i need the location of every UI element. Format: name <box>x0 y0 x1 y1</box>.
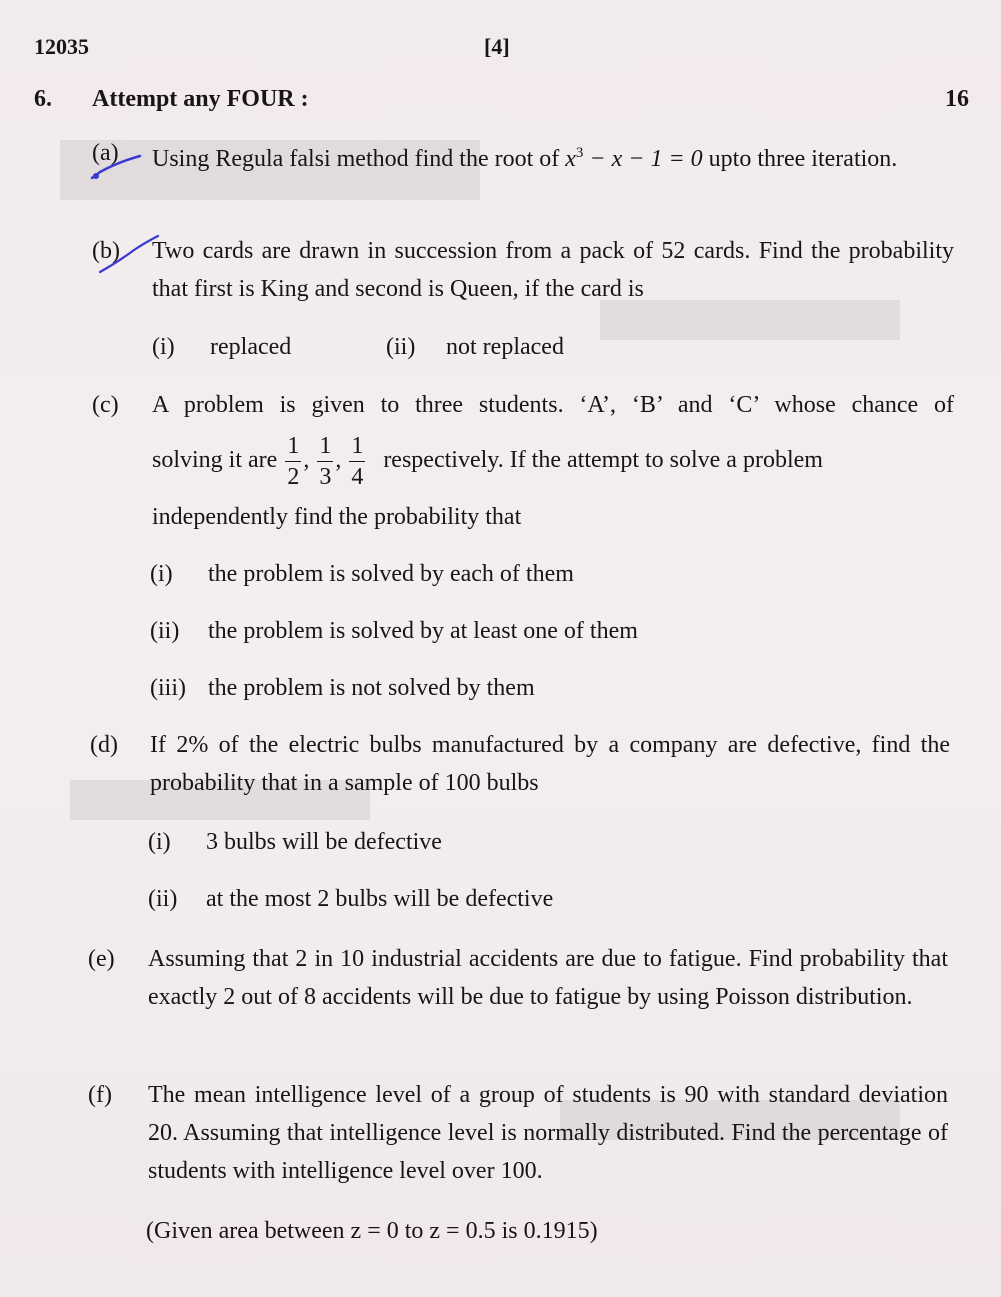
fraction-one-half: $\frac{1}{2}$ <box>287 432 300 490</box>
item-f-text: The mean intelligence level of a group of students is 90 with standard deviation 20. Assuming that intelligence level is normally distributed. Find the percentage of students with intelligence level over 100. <box>148 1082 948 1184</box>
item-a-pre: Using Regula falsi method find the root of <box>152 146 566 172</box>
item-d-sub-ii-label: (ii) <box>148 886 178 912</box>
item-c-sub-i-text: the problem is solved by each of them <box>208 561 574 587</box>
item-c-sub-ii-text: the problem is solved by at least one of them <box>208 618 638 644</box>
item-d-text: If 2% of the electric bulbs manufactured by a company are defective, find the probability that in a sample of 100 bulbs <box>150 732 950 796</box>
item-d-label: (d) <box>90 732 118 758</box>
item-d-sub-ii-text: at the most 2 bulbs will be defective <box>206 886 554 912</box>
item-b-sub-i-label: (i) <box>152 334 175 360</box>
item-a-post: upto three iteration. <box>702 146 898 172</box>
item-b-sub-ii <box>386 330 564 364</box>
page-number: [4] <box>484 34 510 59</box>
item-b-label: (b) <box>92 238 120 264</box>
item-c-sub-ii <box>150 614 638 648</box>
item-e-text: Assuming that 2 in 10 industrial accidents are due to fatigue. Find probability that exactly 2 out of 8 accidents will be due to fatigue by using Poisson distribution. <box>148 946 948 1010</box>
item-c-line2-post: respectively. If the attempt to solve a problem <box>383 447 823 473</box>
item-c-line3: independently find the probability that <box>152 504 522 530</box>
item-f-label: (f) <box>88 1082 112 1108</box>
item-d-sub-ii <box>148 882 553 916</box>
item-d-sub-i-text: 3 bulbs will be defective <box>206 829 442 855</box>
item-a-eq-exp: 3 <box>575 145 584 161</box>
item-c-sub-i-label: (i) <box>150 561 173 587</box>
item-c-sub-iii <box>150 671 535 705</box>
fraction-one-quarter: $\frac{1}{4}$ <box>351 432 364 490</box>
item-a <box>92 134 954 214</box>
item-c-sub-i <box>150 557 574 591</box>
item-d <box>90 726 950 806</box>
item-f <box>88 1076 948 1196</box>
question-marks: 16 <box>945 86 969 112</box>
paper-code: 12035 <box>34 34 89 59</box>
item-a-eq-rest: − x − 1 = 0 <box>583 146 703 172</box>
item-a-label: (a) <box>92 140 119 166</box>
item-d-sub-i <box>148 825 442 859</box>
fraction-one-third: $\frac{1}{3}$ <box>319 432 332 490</box>
item-c-line2-pre: solving it are <box>152 447 278 473</box>
item-b <box>92 232 954 312</box>
question-title: Attempt any FOUR : <box>92 86 309 112</box>
item-c-sub-iii-text: the problem is not solved by them <box>208 675 535 701</box>
item-c-line2: solving it are $\frac{1}{2}$ , $\frac{1}{3}$ , $\frac{1}{4}$ respectively. If the attempt to solve a problem <box>152 432 823 490</box>
item-b-sub-ii-text: not replaced <box>446 334 564 360</box>
item-b-sub-i-text: replaced <box>210 334 292 360</box>
question-number: 6. <box>34 86 52 112</box>
item-b-sub-i <box>152 330 291 364</box>
item-c-sub-iii-label: (iii) <box>150 675 186 701</box>
item-c-sub-ii-label: (ii) <box>150 618 180 644</box>
item-a-eq-x: x <box>565 146 576 172</box>
item-c-line1: A problem is given to three students. ‘A’, ‘B’ and ‘C’ whose chance of <box>152 392 954 418</box>
item-a-text <box>152 134 954 178</box>
item-e-label: (e) <box>88 946 115 972</box>
item-b-text: Two cards are drawn in succession from a pack of 52 cards. Find the probability that first is King and second is Queen, if the card is <box>152 238 954 302</box>
item-d-sub-i-label: (i) <box>148 829 171 855</box>
item-c-label: (c) <box>92 392 119 418</box>
item-b-sub-ii-label: (ii) <box>386 334 416 360</box>
page-header <box>34 34 961 64</box>
item-e <box>88 940 948 1060</box>
item-f-given: (Given area between z = 0 to z = 0.5 is 0.1915) <box>146 1218 598 1244</box>
